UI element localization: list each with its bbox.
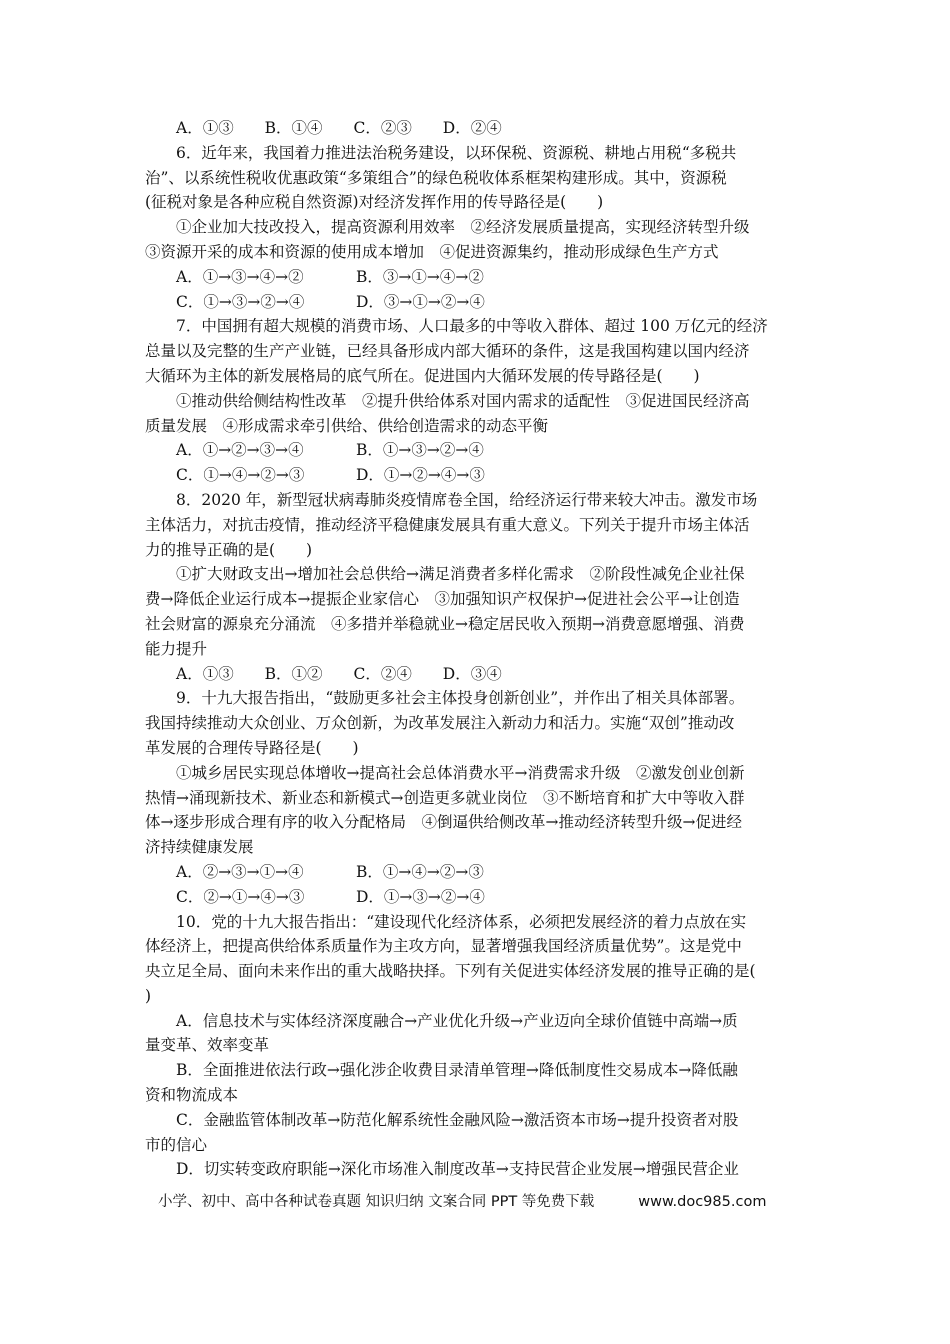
- q5-option-a: A．①③: [176, 119, 234, 137]
- q9-option-d: D．①→③→②→④: [356, 887, 485, 906]
- q9-option-b: B．①→④→②→③: [356, 862, 484, 881]
- q10-stem-line: 央立足全局、面向未来作出的重大战略抉择。下列有关促进实体经济发展的推导正确的是(: [145, 962, 756, 981]
- q9-item-line: 体→逐步形成合理有序的收入分配格局 ④倒逼供给侧改革→推动经济转型升级→促进经: [145, 813, 742, 832]
- q9-item-line: ①城乡居民实现总体增收→提高社会总体消费水平→消费需求升级 ②激发创业创新: [176, 763, 745, 782]
- q7-stem-line: 总量以及完整的生产产业链，已经具备形成内部大循环的条件，这是我国构建以国内经济: [145, 342, 750, 361]
- q9-stem-line: 9．十九大报告指出，“鼓励更多社会主体投身创新创业”，并作出了相关具体部署。: [176, 689, 745, 708]
- q7-options-row: [145, 438, 815, 463]
- q6-item-line: ③资源开采的成本和资源的使用成本增加 ④促进资源集约，推动形成绿色生产方式: [145, 242, 719, 261]
- q10-option-c-cont: 市的信心: [145, 1135, 208, 1154]
- q7-item-line: 质量发展 ④形成需求牵引供给、供给创造需求的动态平衡: [145, 416, 549, 435]
- q9-option-c: C．②→①→④→③: [176, 887, 305, 906]
- q9-options-row: [145, 860, 815, 885]
- q10-option-a: A．信息技术与实体经济深度融合→产业优化升级→产业迈向全球价值链中高端→质: [176, 1011, 738, 1030]
- q6-item-line: ①企业加大技改投入，提高资源利用效率 ②经济发展质量提高，实现经济转型升级: [176, 218, 750, 237]
- q10-option-b-cont: 资和物流成本: [145, 1086, 239, 1105]
- q5-option-b: B．①④: [264, 119, 323, 137]
- q5-options: [145, 116, 815, 141]
- q8-item-line: 费→降低企业运行成本→提振企业家信心 ③加强知识产权保护→促进社会公平→让创造: [145, 590, 740, 609]
- q8-options: [145, 662, 815, 687]
- q10-stem-line: ): [145, 986, 152, 1005]
- q8-item-line: 能力提升: [145, 639, 208, 658]
- q9-stem-line: 革发展的合理传导路径是( ): [145, 738, 359, 757]
- q5-option-c: C．②③: [353, 119, 412, 137]
- q10-option-d: D．切实转变政府职能→深化市场准入制度改革→支持民营企业发展→增强民营企业: [176, 1160, 739, 1179]
- q9-options-row: [145, 885, 815, 910]
- q8-option-b: B．①②: [264, 664, 323, 683]
- q9-item-line: 济持续健康发展: [145, 838, 254, 857]
- q6-option-d: D．③→①→②→④: [356, 292, 485, 311]
- q6-options-row: [145, 290, 815, 315]
- q8-stem-line: 力的推导正确的是( ): [145, 540, 313, 559]
- q8-item-line: ①扩大财政支出→增加社会总供给→满足消费者多样化需求 ②阶段性减免企业社保: [176, 565, 745, 584]
- page-footer: [158, 1190, 808, 1214]
- q10-option-a-cont: 量变革、效率变革: [145, 1036, 270, 1055]
- q6-option-c: C．①→③→②→④: [176, 292, 305, 311]
- q6-option-b: B．③→①→④→②: [356, 267, 484, 286]
- q8-item-line: 社会财富的源泉充分涌流 ④多措并举稳就业→稳定居民收入预期→消费意愿增强、消费: [145, 614, 745, 633]
- q6-stem-line: (征税对象是各种应税自然资源)对经济发挥作用的传导路径是( ): [145, 193, 604, 212]
- q7-option-c: C．①→④→②→③: [176, 466, 305, 485]
- q7-option-d: D．①→②→④→③: [356, 466, 485, 485]
- footer-url[interactable]: www.doc985.com: [638, 1194, 767, 1210]
- q6-stem-line: 治”、以系统性税收优惠政策“多策组合”的绿色税收体系框架构建形成。其中，资源税: [145, 168, 727, 187]
- q7-stem-line: 大循环为主体的新发展格局的底气所在。促进国内大循环发展的传导路径是( ): [145, 366, 700, 385]
- q7-option-a: A．①→②→③→④: [176, 441, 304, 460]
- exam-content: [145, 116, 815, 1182]
- q8-option-d: D．③④: [442, 664, 502, 683]
- q10-stem-line: 10．党的十九大报告指出：“建设现代化经济体系，必须把发展经济的着力点放在实: [176, 912, 747, 931]
- q8-option-a: A．①③: [176, 664, 234, 683]
- q9-stem-line: 我国持续推动大众创业、万众创新，为改革发展注入新动力和活力。实施“双创”推动改: [145, 714, 735, 733]
- q7-option-b: B．①→③→②→④: [356, 441, 484, 460]
- q7-stem-line: 7．中国拥有超大规模的消费市场、人口最多的中等收入群体、超过 100 万亿元的经济: [176, 317, 768, 336]
- q9-option-a: A．②→③→①→④: [176, 862, 304, 881]
- q8-stem-line: 主体活力，对抗击疫情，推动经济平稳健康发展具有重大意义。下列关于提升市场主体活: [145, 515, 750, 534]
- q6-options-row: [145, 265, 815, 290]
- q6-stem-line: 6．近年来，我国着力推进法治税务建设，以环保税、资源税、耕地占用税“多税共: [176, 143, 737, 162]
- q10-option-c: C．金融监管体制改革→防范化解系统性金融风险→激活资本市场→提升投资者对股: [176, 1110, 739, 1129]
- q5-option-d: D．②④: [442, 119, 502, 137]
- q7-item-line: ①推动供给侧结构性改革 ②提升供给体系对国内需求的适配性 ③促进国民经济高: [176, 391, 750, 410]
- q6-option-a: A．①→③→④→②: [176, 267, 304, 286]
- q8-stem-line: 8．2020 年，新型冠状病毒肺炎疫情席卷全国，给经济运行带来较大冲击。激发市场: [176, 490, 758, 509]
- footer-text: 小学、初中、高中各种试卷真题 知识归纳 文案合同 PPT 等免费下载: [158, 1194, 595, 1210]
- q9-item-line: 热情→涌现新技术、新业态和新模式→创造更多就业岗位 ③不断培育和扩大中等收入群: [145, 788, 745, 807]
- q10-option-b: B．全面推进依法行政→强化涉企收费目录清单管理→降低制度性交易成本→降低融: [176, 1061, 738, 1080]
- q7-options-row: [145, 463, 815, 488]
- q8-option-c: C．②④: [353, 664, 412, 683]
- q10-stem-line: 体经济上，把提高供给体系质量作为主攻方向，显著增强我国经济质量优势”。这是党中: [145, 937, 742, 956]
